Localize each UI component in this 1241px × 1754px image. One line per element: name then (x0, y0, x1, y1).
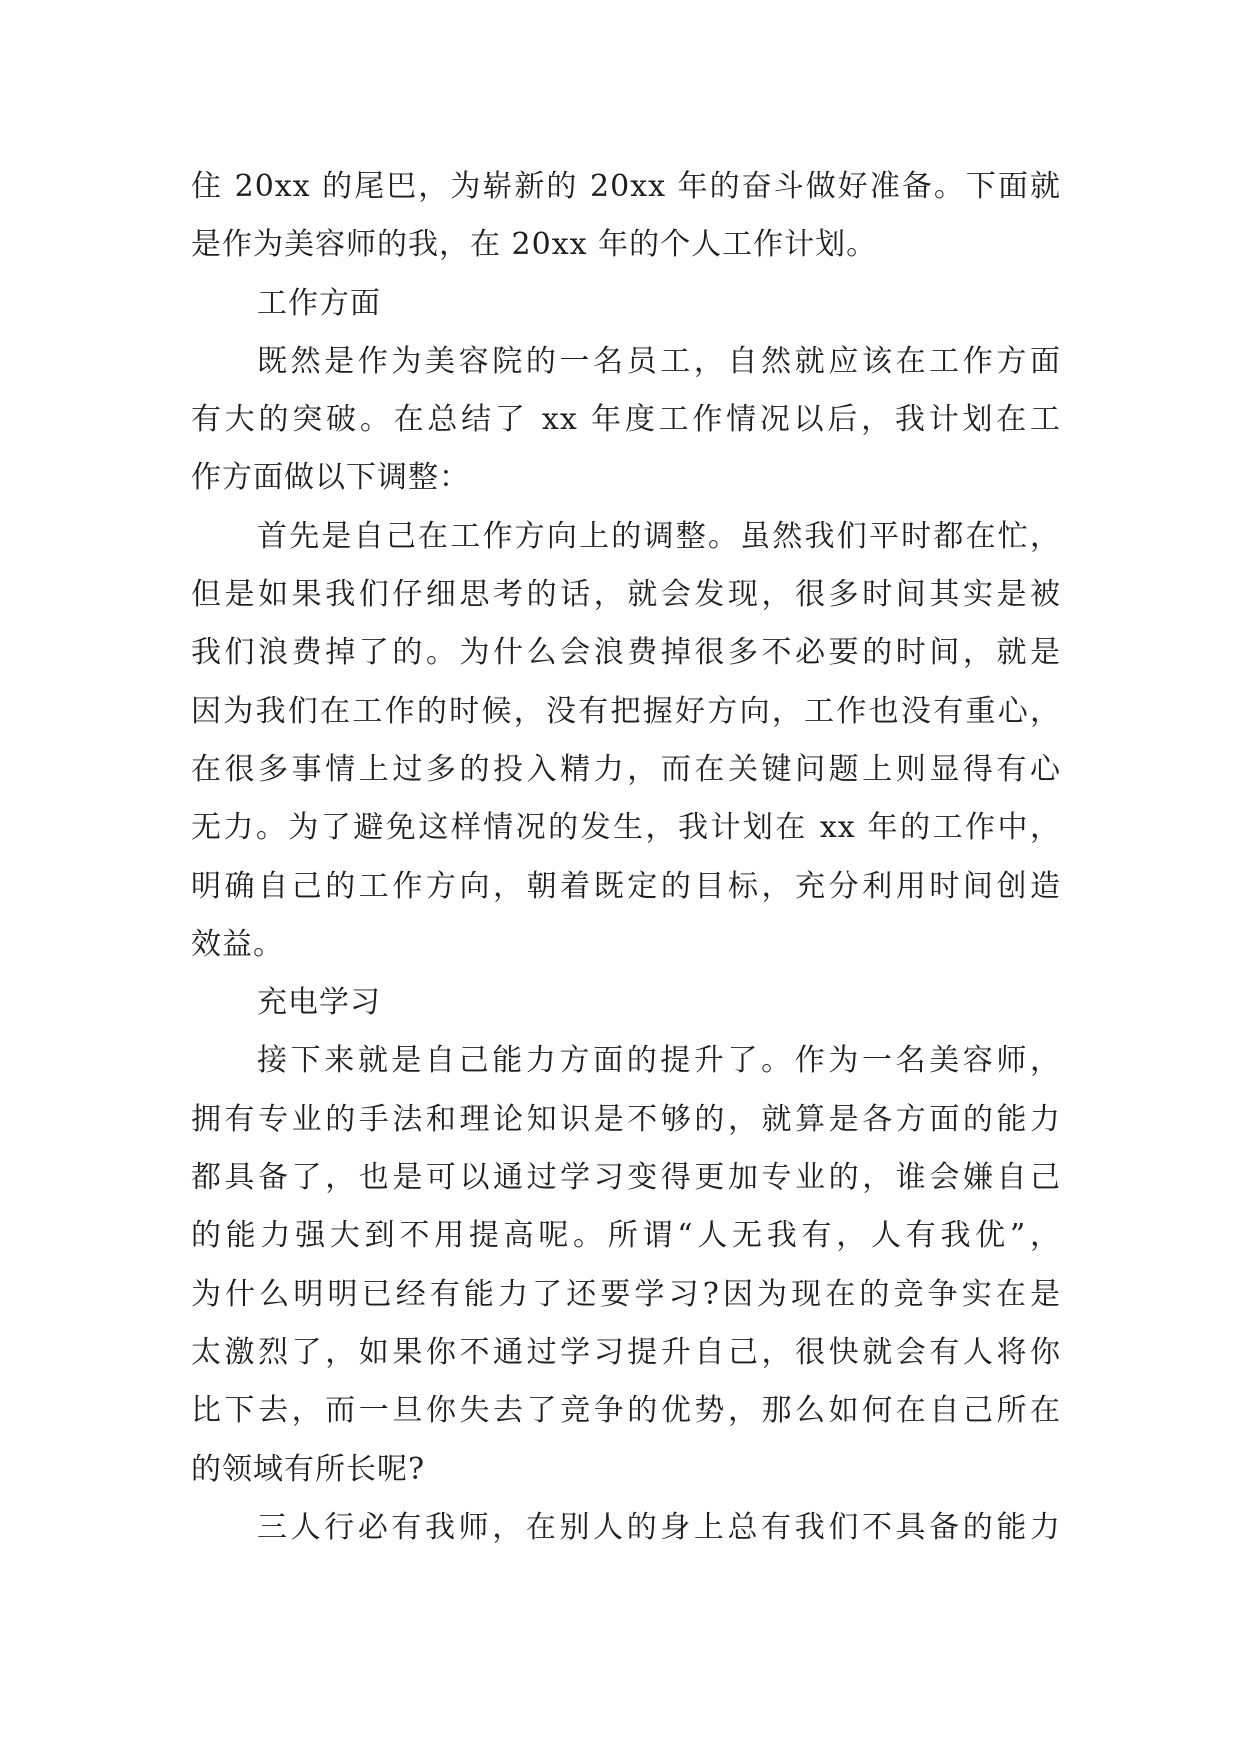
section-heading-study: 充电学习 (257, 985, 381, 1021)
text-line: 拥有专业的手法和理论知识是不够的，就算是各方面的能力 (191, 1101, 1061, 1137)
text-line: 作方面做以下调整： (191, 460, 470, 496)
text-line: 因为我们在工作的时候，没有把握好方向，工作也没有重心， (191, 693, 1061, 729)
text-line: 都具备了，也是可以通过学习变得更加专业的，谁会嫌自己 (191, 1160, 1061, 1196)
text-line: 首先是自己在工作方向上的调整。虽然我们平时都在忙， (257, 518, 1061, 554)
text-line: 但是如果我们仔细思考的话，就会发现，很多时间其实是被 (191, 577, 1061, 613)
section-heading-work: 工作方面 (257, 285, 381, 321)
text-line: 既然是作为美容院的一名员工，自然就应该在工作方面 (257, 343, 1061, 379)
text-line: 效益。 (191, 926, 284, 962)
text-line: 无力。为了避免这样情况的发生，我计划在 xx 年的工作中， (191, 810, 1061, 846)
text-line: 的领域有所长呢? (191, 1451, 426, 1487)
text-line: 在很多事情上过多的投入精力，而在关键问题上则显得有心 (191, 751, 1061, 787)
text-line: 太激烈了，如果你不通过学习提升自己，很快就会有人将你 (191, 1334, 1061, 1370)
text-line: 我们浪费掉了的。为什么会浪费掉很多不必要的时间，就是 (191, 635, 1061, 671)
text-line: 明确自己的工作方向，朝着既定的目标，充分利用时间创造 (191, 868, 1061, 904)
text-line: 的能力强大到不用提高呢。所谓“人无我有，人有我优”， (191, 1218, 1061, 1254)
text-line: 接下来就是自己能力方面的提升了。作为一名美容师， (257, 1043, 1061, 1079)
document-body (191, 158, 1061, 1557)
text-line: 住 20xx 的尾巴，为崭新的 20xx 年的奋斗做好准备。下面就 (191, 169, 1061, 204)
text-line: 有大的突破。在总结了 xx 年度工作情况以后，我计划在工 (191, 402, 1061, 438)
text-line: 三人行必有我师，在别人的身上总有我们不具备的能力 (257, 1509, 1061, 1545)
text-line: 比下去，而一旦你失去了竞争的优势，那么如何在自己所在 (191, 1393, 1061, 1429)
text-line: 为什么明明已经有能力了还要学习?因为现在的竞争实在是 (191, 1276, 1061, 1312)
text-line: 是作为美容师的我，在 20xx 年的个人工作计划。 (191, 227, 878, 263)
